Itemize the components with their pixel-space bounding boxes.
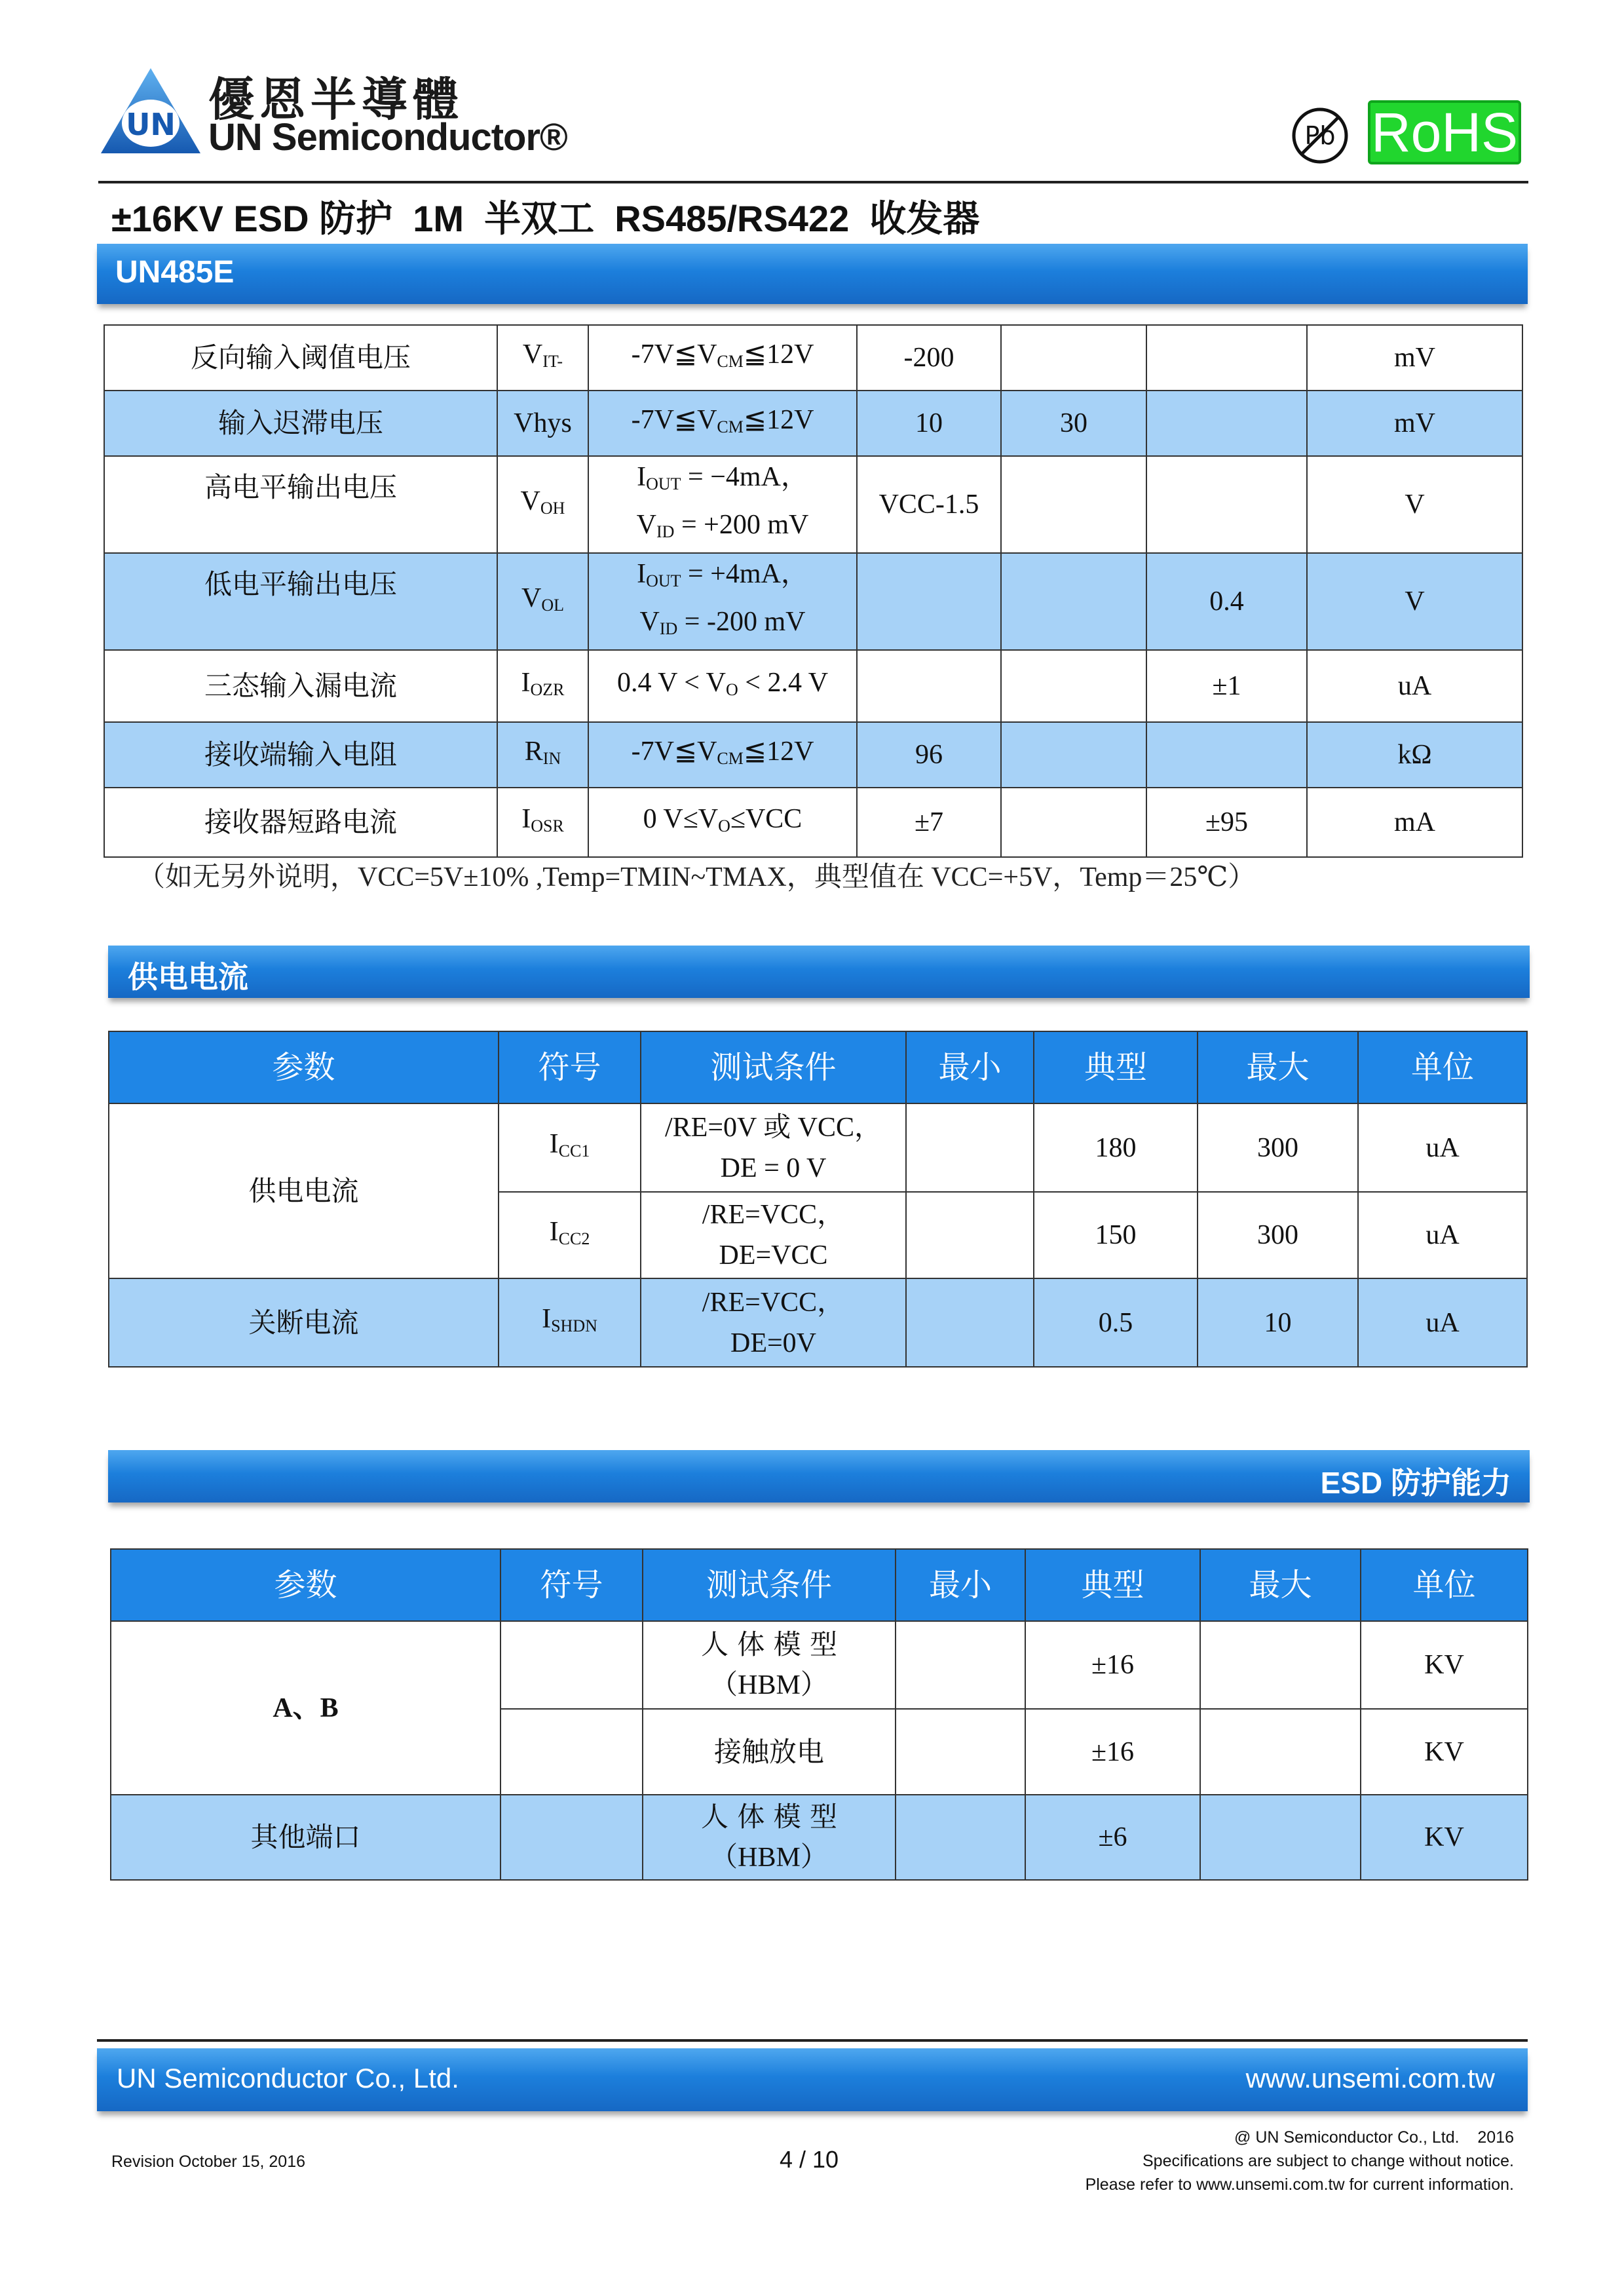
header-divider: [98, 181, 1528, 183]
header-typ: 典型: [1034, 1031, 1198, 1103]
unit-cell: mA: [1307, 788, 1522, 857]
condition-cell: 0.4 $V < V_O < 2.4$ V: [588, 650, 857, 722]
receiver-characteristics-table: [104, 324, 1523, 858]
symbol-cell: $R_{IN}$: [497, 722, 588, 788]
max-cell: 300: [1198, 1103, 1358, 1192]
max-cell: [1146, 456, 1307, 553]
max-cell: 0.4: [1146, 553, 1307, 650]
unit-cell: KV: [1361, 1621, 1528, 1709]
condition-cell: /RE=0V 或 VCC， DE = 0 V: [641, 1103, 906, 1192]
supply-section-bar: [108, 946, 1530, 998]
min-cell: -200: [857, 325, 1001, 391]
table-row: [109, 1278, 1527, 1367]
esd-section-bar: [108, 1450, 1530, 1502]
symbol-cell: $V_{OH}$: [497, 456, 588, 553]
condition-cell: $-7V≦V_{CM}≦12V$: [588, 325, 857, 391]
table-row: [111, 1795, 1528, 1880]
header-param: 参数: [109, 1031, 499, 1103]
param-cell: 反向输入阈值电压: [104, 325, 497, 391]
rohs-badge: RoHS: [1368, 100, 1521, 164]
min-cell: [896, 1795, 1025, 1880]
param-cell: 接收器短路电流: [104, 788, 497, 857]
section-title: 供电电流: [128, 960, 248, 994]
max-cell: [1146, 391, 1307, 456]
lead-free-icon: [1291, 106, 1350, 165]
header-condition: 测试条件: [643, 1549, 896, 1621]
symbol-cell: $I_{SHDN}$: [499, 1278, 641, 1367]
unit-cell: V: [1307, 553, 1522, 650]
footer-url-link[interactable]: www.unsemi.com.tw: [1245, 2063, 1495, 2094]
typ-cell: [1001, 788, 1146, 857]
un-logo-icon: [98, 66, 203, 157]
param-cell: 接收端输入电阻: [104, 722, 497, 788]
esd-protection-table: [110, 1548, 1528, 1881]
condition-cell: /RE=VCC， DE=VCC: [641, 1192, 906, 1278]
table-row: [104, 650, 1522, 722]
header-unit: 单位: [1358, 1031, 1527, 1103]
max-cell: ±95: [1146, 788, 1307, 857]
table-row: [104, 722, 1522, 788]
condition-cell: 0 $V\le V_O\le VCC$: [588, 788, 857, 857]
svg-text:UN: UN: [126, 107, 176, 142]
param-cell: 其他端口: [111, 1795, 500, 1880]
company-name-en: UN Semiconductor®: [208, 116, 567, 159]
min-cell: [906, 1103, 1034, 1192]
svg-text:Pb: Pb: [1304, 121, 1336, 150]
min-cell: VCC-1.5: [857, 456, 1001, 553]
refer-notice: Please refer to www.unsemi.com.tw for current information.: [1085, 2175, 1514, 2194]
unit-cell: mV: [1307, 391, 1522, 456]
part-number-bar: [97, 244, 1528, 304]
unit-cell: uA: [1358, 1103, 1527, 1192]
header-min: 最小: [906, 1031, 1034, 1103]
min-cell: [906, 1192, 1034, 1278]
min-cell: [906, 1278, 1034, 1367]
header-min: 最小: [896, 1549, 1025, 1621]
param-cell: 高电平输出电压: [104, 456, 497, 553]
header-symbol: 符号: [499, 1031, 641, 1103]
max-cell: ±1: [1146, 650, 1307, 722]
document-title: ±16KV ESD 防护 1M 半双工 RS485/RS422 收发器: [111, 198, 980, 239]
table-row: [104, 456, 1522, 553]
header-param: 参数: [111, 1549, 500, 1621]
unit-cell: KV: [1361, 1709, 1528, 1795]
param-cell: 三态输入漏电流: [104, 650, 497, 722]
unit-cell: KV: [1361, 1795, 1528, 1880]
unit-cell: uA: [1358, 1278, 1527, 1367]
header-symbol: 符号: [500, 1549, 643, 1621]
param-cell: 供电电流: [109, 1103, 499, 1278]
min-cell: [857, 650, 1001, 722]
min-cell: [896, 1709, 1025, 1795]
spec-notice: Specifications are subject to change without notice.: [1142, 2152, 1514, 2170]
table-row: [109, 1103, 1527, 1192]
typ-cell: 0.5: [1034, 1278, 1198, 1367]
typ-cell: [1001, 553, 1146, 650]
condition-cell: $I_{OUT} = +4mA$， $V_{ID} = -200$ mV: [588, 553, 857, 650]
unit-cell: uA: [1307, 650, 1522, 722]
typ-cell: ±16: [1025, 1709, 1200, 1795]
symbol-cell: $I_{CC2}$: [499, 1192, 641, 1278]
typ-cell: 180: [1034, 1103, 1198, 1192]
typ-cell: ±16: [1025, 1621, 1200, 1709]
symbol-cell: $V_{IT-}$: [497, 325, 588, 391]
company-name-cn: 優恩半導體: [208, 75, 464, 126]
footer-company: UN Semiconductor Co., Ltd.: [117, 2063, 459, 2094]
header-unit: 单位: [1361, 1549, 1528, 1621]
header-max: 最大: [1198, 1031, 1358, 1103]
max-cell: [1200, 1621, 1361, 1709]
table-row: [104, 553, 1522, 650]
header-typ: 典型: [1025, 1549, 1200, 1621]
page-number: 4 / 10: [780, 2146, 839, 2173]
unit-cell: mV: [1307, 325, 1522, 391]
supply-current-table: [108, 1031, 1528, 1368]
table-header-row: [111, 1549, 1528, 1621]
header-condition: 测试条件: [641, 1031, 906, 1103]
section-title: ESD 防护能力: [1320, 1466, 1511, 1500]
typ-cell: [1001, 722, 1146, 788]
condition-cell: $-7V≦V_{CM}≦12V$: [588, 391, 857, 456]
typ-cell: [1001, 650, 1146, 722]
condition-cell: 接触放电: [643, 1709, 896, 1795]
revision-date: Revision October 15, 2016: [111, 2152, 306, 2171]
footer-divider: [97, 2039, 1528, 2042]
symbol-cell: $I_{OZR}$: [497, 650, 588, 722]
table-row: [104, 788, 1522, 857]
table-row: [111, 1621, 1528, 1709]
min-cell: ±7: [857, 788, 1001, 857]
min-cell: 96: [857, 722, 1001, 788]
typ-cell: [1001, 325, 1146, 391]
condition-cell: $-7V≦V_{CM}≦12V$: [588, 722, 857, 788]
typ-cell: 150: [1034, 1192, 1198, 1278]
typ-cell: 30: [1001, 391, 1146, 456]
typ-cell: [1001, 456, 1146, 553]
copyright: @ UN Semiconductor Co., Ltd. 2016: [1234, 2128, 1514, 2147]
unit-cell: V: [1307, 456, 1522, 553]
table-row: [104, 325, 1522, 391]
symbol-cell: [500, 1621, 643, 1709]
max-cell: 10: [1198, 1278, 1358, 1367]
max-cell: [1146, 325, 1307, 391]
symbol-cell: $V_{OL}$: [497, 553, 588, 650]
table-header-row: [109, 1031, 1527, 1103]
header-max: 最大: [1200, 1549, 1361, 1621]
max-cell: [1200, 1709, 1361, 1795]
max-cell: [1146, 722, 1307, 788]
typ-cell: ±6: [1025, 1795, 1200, 1880]
symbol-cell: $I_{OSR}$: [497, 788, 588, 857]
min-cell: 10: [857, 391, 1001, 456]
conditions-note: （如无另外说明，VCC=5V±10% ,Temp=TMIN~TMAX，典型值在 VCC=+5V，Temp＝25℃）: [138, 862, 1256, 892]
table-row: [104, 391, 1522, 456]
param-cell: 输入迟滞电压: [104, 391, 497, 456]
param-cell: A、B: [111, 1621, 500, 1795]
condition-cell: 人 体 模 型 （HBM）: [643, 1795, 896, 1880]
condition-cell: 人 体 模 型 （HBM）: [643, 1621, 896, 1709]
param-cell: 低电平输出电压: [104, 553, 497, 650]
part-number: UN485E: [115, 255, 235, 290]
symbol-cell: [500, 1709, 643, 1795]
condition-cell: $I_{OUT} = -4mA$， $V_{ID} = +200$ mV: [588, 456, 857, 553]
symbol-cell: $I_{CC1}$: [499, 1103, 641, 1192]
min-cell: [896, 1621, 1025, 1709]
unit-cell: uA: [1358, 1192, 1527, 1278]
symbol-cell: [500, 1795, 643, 1880]
footer-bar: [97, 2048, 1528, 2111]
max-cell: 300: [1198, 1192, 1358, 1278]
condition-cell: /RE=VCC， DE=0V: [641, 1278, 906, 1367]
symbol-cell: Vhys: [497, 391, 588, 456]
unit-cell: kΩ: [1307, 722, 1522, 788]
min-cell: [857, 553, 1001, 650]
param-cell: 关断电流: [109, 1278, 499, 1367]
max-cell: [1200, 1795, 1361, 1880]
